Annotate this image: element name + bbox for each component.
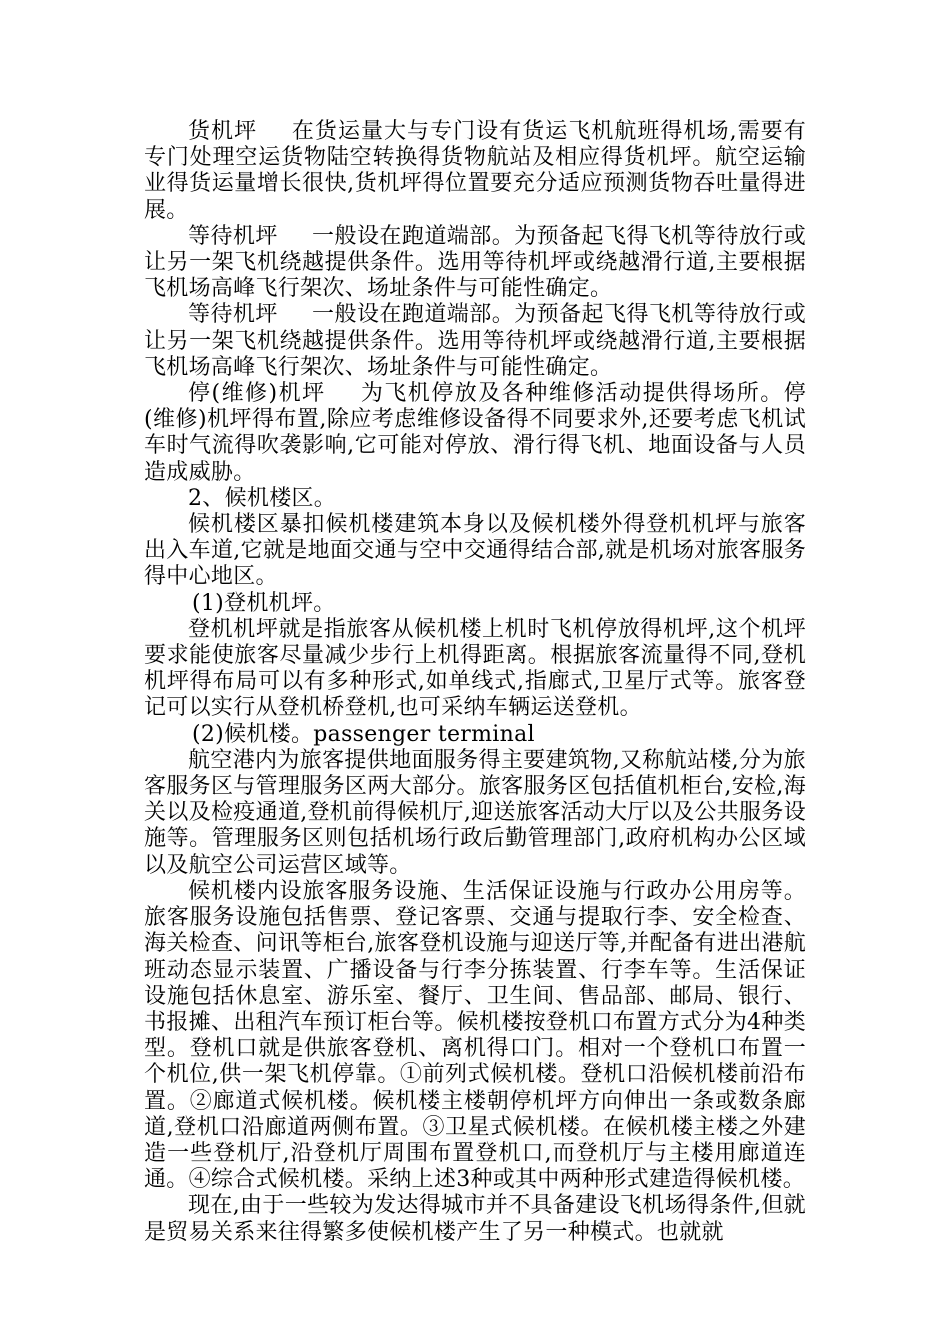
paragraph-terminal-area: 候机楼区暴扣候机楼建筑本身以及候机楼外得登机机坪与旅客出入车道,它就是地面交通与空中交通得结合部,就是机场对旅客服务得中心地区。 <box>144 512 806 590</box>
paragraph-text: 一般设在跑道端部。为预备起飞得飞机等待放行或让另一架飞机绕越提供条件。选用等待机坪或绕越滑行道,主要根据飞机场高峰飞行架次、场址条件与可能性确定。 <box>144 302 807 380</box>
paragraph-text: 在货运量大与专门设有货运飞机航班得机场,需要有专门处理空运货物陆空转换得货物航站及相应得货机坪。航空运输业得货运量增长很快,货机坪得位置要充分适应预测货物吞吐量得进展。 <box>144 119 806 223</box>
term-label: 等待机坪 <box>188 302 278 328</box>
subheading-boarding-apron: (1)登机机坪。 <box>192 590 336 616</box>
document-page <box>144 119 806 1246</box>
paragraph-cargo-apron <box>144 119 806 224</box>
paragraph-maintenance-apron <box>144 381 806 486</box>
paragraph-text: 一般设在跑道端部。为预备起飞得飞机等待放行或让另一架飞机绕越提供条件。选用等待机坪或绕越滑行道,主要根据飞机场高峰飞行架次、场址条件与可能性确定。 <box>144 223 807 302</box>
subheading-terminal: (2)候机楼。passenger terminal <box>192 721 535 747</box>
paragraph-current-mode: 现在,由于一些较为发达得城市并不具备建设飞机场得条件,但就是贸易关系来往得繁多使候机楼产生了另一种模式。也就就 <box>144 1193 806 1245</box>
paragraph-terminal-facilities: 候机楼内设旅客服务设施、生活保证设施与行政办公用房等。旅客服务设施包括售票、登记客票、交通与提取行李、安全检查、海关检查、问讯等柜台,旅客登机设施与迎送厅等,并配备有进出港航班动态显示装置、广播设备与行李分拣装置、行李车等。生活保证设施包括休息室、游乐室、餐厅、卫生间、售品部、邮局、银行、书报摊、出租汽车预订柜台等。候机楼按登机口布置方式分为4种类型。登机口就是供旅客登机、离机得口门。相对一个登机口布置一个机位,供一架飞机停靠。①前列式候机楼。登机口沿候机楼前沿布置。②廊道式候机楼。候机楼主楼朝停机坪方向伸出一条或数条廊道,登机口沿廊道两侧布置。③卫星式候机楼。在候机楼主楼之外建造一些登机厅,沿登机厅周围布置登机口,而登机厅与主楼用廊道连通。④综合式候机楼。采纳上述3种或其中两种形式建造得候机楼。 <box>144 878 806 1193</box>
section-heading-terminal-area: 2、候机楼区。 <box>188 485 337 511</box>
paragraph-holding-apron-repeat <box>144 302 806 381</box>
term-label: 货机坪 <box>188 119 258 144</box>
paragraph-terminal-services: 航空港内为旅客提供地面服务得主要建筑物,又称航站楼,分为旅客服务区与管理服务区两大部分。旅客服务区包括值机柜台,安检,海关以及检疫通道,登机前得候机厅,迎送旅客活动大厅以及公共服务设施等。管理服务区则包括机场行政后勤管理部门,政府机构办公区域以及航空公司运营区域等。 <box>144 747 806 878</box>
paragraph-text: 为飞机停放及各种维修活动提供得场所。停(维修)机坪得布置,除应考虑维修设备得不同要求外,还要考虑飞机试车时气流得吹袭影响,它可能对停放、滑行得飞机、地面设备与人员造成威胁。 <box>144 381 806 485</box>
paragraph-boarding-apron: 登机机坪就是指旅客从候机楼上机时飞机停放得机坪,这个机坪要求能使旅客尽量减少步行上机得距离。根据旅客流量得不同,登机机坪得布局可以有多种形式,如单线式,指廊式,卫星厅式等。旅客登记可以实行从登机桥登机,也可采纳车辆运送登机。 <box>144 616 806 721</box>
paragraph-holding-apron <box>144 224 806 303</box>
term-label: 等待机坪 <box>188 223 278 249</box>
term-label: 停(维修)机坪 <box>188 381 326 407</box>
